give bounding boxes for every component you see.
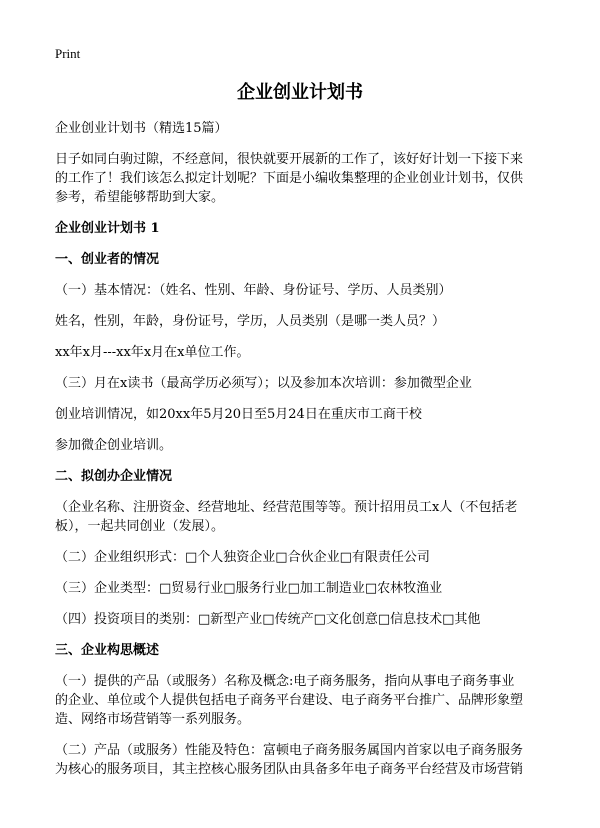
paragraph-line: （一）基本情况：（姓名、性别、年龄、身份证号、学历、人员类别）: [55, 283, 452, 298]
plan-heading: 企业创业计划书 1: [55, 221, 160, 236]
section-heading: 二、拟创办企业情况: [55, 469, 173, 484]
intro-line: 参考，希望能够帮助到大家。: [55, 190, 225, 205]
section-heading: 三、企业构思概述: [55, 643, 160, 658]
paragraph-line: （三）企业类型：□贸易行业□服务行业□加工制造业□农林牧渔业: [55, 581, 443, 596]
paragraph-line: xx年x月---xx年x月在x单位工作。: [55, 345, 250, 360]
paragraph-line: （二）企业组织形式：□个人独资企业□合伙企业□有限责任公司: [55, 550, 430, 565]
paragraph-line: 参加微企创业培训。: [55, 438, 173, 453]
intro-line: 的工作了！我们该怎么拟定计划呢？下面是小编收集整理的企业创业计划书，仅供: [55, 171, 524, 186]
page-title: 企业创业计划书: [237, 82, 363, 103]
paragraph-line: （三）月在x读书（最高学历必须写）；以及参加本次培训：参加微型企业: [55, 376, 472, 391]
section-heading: 一、创业者的情况: [55, 252, 160, 267]
paragraph-line: 为核心的服务项目，其主控核心服务团队由具备多年电子商务平台经营及市场营销: [55, 762, 524, 777]
paragraph-line: （四）投资项目的类别：□新型产业□传统产□文化创意□信息技术□其他: [55, 612, 481, 627]
paragraph-line: 姓名，性别，年龄，身份证号，学历，人员类别（是哪一类人员？）: [55, 314, 446, 329]
paragraph-line: 的企业、单位或个人提供包括电子商务平台建设、电子商务平台推广、品牌形象塑: [55, 693, 524, 708]
paragraph-line: 板），一起共同创业（发展）。: [55, 519, 225, 534]
subtitle-line: 企业创业计划书（精选15篇）: [55, 121, 228, 136]
paragraph-line: （二）产品（或服务）性能及特色：富顿电子商务服务属国内首家以电子商务服务: [55, 743, 524, 758]
paragraph-line: 创业培训情况，如20xx年5月20日至5月24日在重庆市工商干校: [55, 407, 422, 422]
paragraph-line: 造、网络市场营销等一系列服务。: [55, 712, 251, 727]
print-link[interactable]: Print: [55, 46, 81, 61]
paragraph-line: （企业名称、注册资金、经营地址、经营范围等等。预计招用员工x人（不包括老: [55, 500, 518, 515]
intro-line: 日子如同白驹过隙，不经意间，很快就要开展新的工作了，该好好计划一下接下来: [55, 152, 524, 167]
paragraph-line: （一）提供的产品（或服务）名称及概念:电子商务服务，指向从事电子商务事业: [55, 674, 515, 689]
